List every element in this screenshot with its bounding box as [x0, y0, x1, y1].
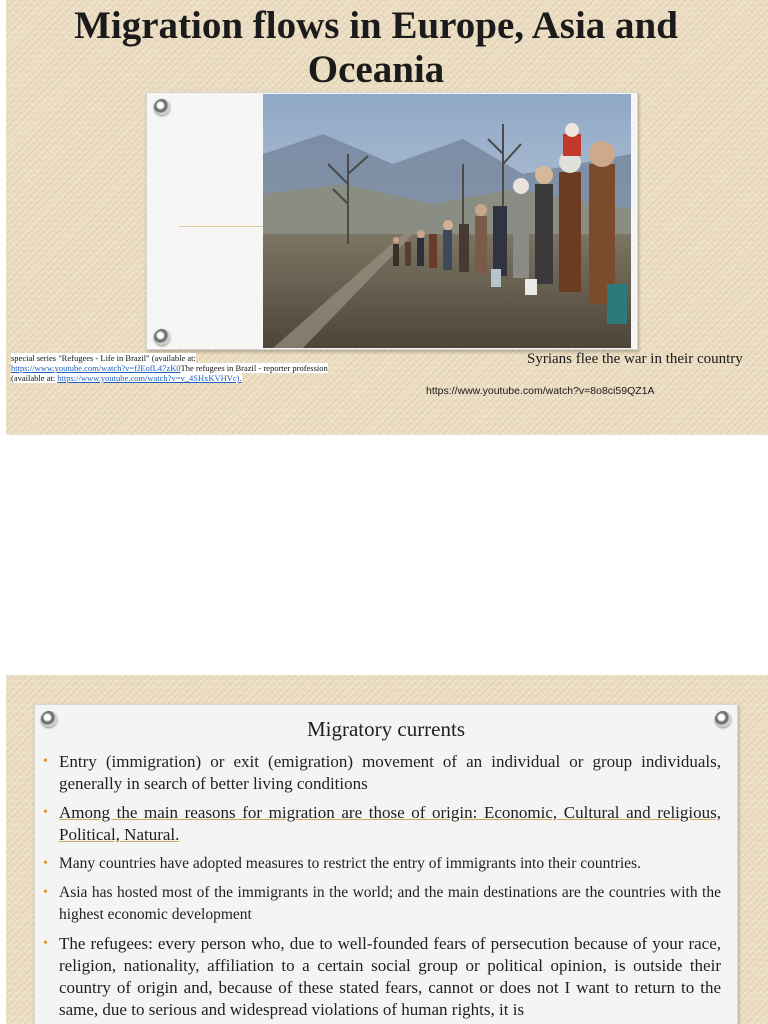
refugees-photo — [263, 94, 631, 348]
source-series-text: special series "Refugees - Life in Brazil" (available at: — [11, 353, 196, 363]
video-sources — [11, 353, 391, 383]
source-available-text: (available at: — [11, 373, 58, 383]
bullet-item: • Asia has hosted most of the immigrants in the world; and the main destinations are the countries with the highest economic development — [43, 882, 721, 926]
slide-title-line-1: Migration flows in Europe, Asia and — [74, 4, 678, 47]
photo-caption: Syrians flee the war in their country — [527, 351, 743, 367]
source-link-1[interactable]: https://www.youtube.com/watch?v=fJEofL47zK0 — [11, 363, 181, 373]
slide-title — [6, 4, 746, 92]
video-link[interactable]: https://www.youtube.com/watch?v=8o8ci59QZ1A — [426, 385, 655, 397]
card-title: Migratory currents — [306, 717, 466, 741]
pushpin-icon — [154, 99, 170, 115]
bullet-item: • Many countries have adopted measures to restrict the entry of immigrants into their countries. — [43, 853, 721, 875]
slide-title-line-2: Oceania — [307, 48, 445, 91]
source-link-2[interactable]: https://www.youtube.com/watch?v=v_4SHxKVHVc). — [57, 373, 242, 383]
slide-migration-flows — [6, 0, 768, 435]
bullet-list — [43, 751, 721, 1024]
refugees-photo-illustration — [263, 94, 631, 348]
slide-migratory-currents — [6, 675, 768, 1024]
pushpin-icon — [154, 329, 170, 345]
bullet-item: • Entry (immigration) or exit (emigration) movement of an individual or group individuals, generally in search of better living conditions — [43, 751, 721, 795]
bullet-item: • Among the main reasons for migration are those of origin: Economic, Cultural and religious, Political, Natural. — [43, 802, 721, 846]
frame-divider — [179, 226, 263, 227]
bullet-item: • The refugees: every person who, due to well-founded fears of persecution because of your race, religion, nationality, affiliation to a certain social group or political opinion, is outside their country of origin and, because of these stated fears, cannot or does not I want to return to the same, due to serious and widespread violations of human rights, it is — [43, 933, 721, 1021]
content-card — [34, 704, 738, 1024]
photo-frame — [146, 92, 638, 350]
source-report-text: The refugees in Brazil - reporter profession — [180, 363, 328, 373]
